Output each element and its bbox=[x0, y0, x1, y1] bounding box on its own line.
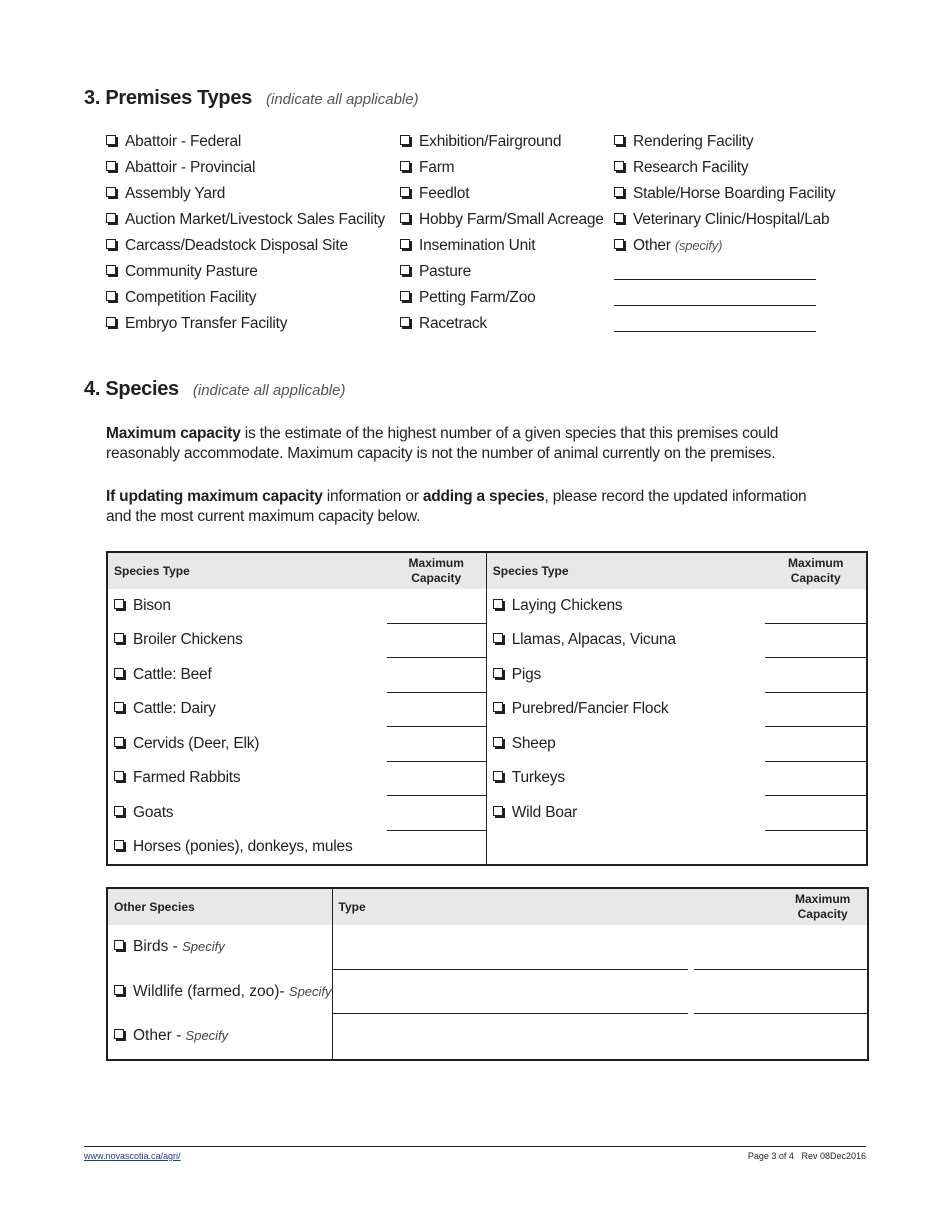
checkbox-icon[interactable] bbox=[400, 291, 410, 301]
capacity-field[interactable] bbox=[765, 761, 867, 796]
table-row bbox=[107, 830, 867, 865]
species-checkbox[interactable]: Llamas, Alpacas, Vicuna bbox=[486, 623, 765, 658]
checkbox-icon[interactable] bbox=[114, 702, 124, 712]
checkbox-icon[interactable] bbox=[106, 317, 116, 327]
capacity-field[interactable] bbox=[387, 623, 487, 658]
premises-column-3 bbox=[614, 133, 836, 263]
capacity-field[interactable] bbox=[765, 623, 867, 658]
species-checkbox[interactable]: Horses (ponies), donkeys, mules bbox=[107, 830, 387, 865]
premises-column-1 bbox=[106, 133, 385, 341]
checkbox-icon[interactable] bbox=[400, 265, 410, 275]
premises-checkbox[interactable]: Exhibition/Fairground bbox=[400, 133, 604, 159]
species-type-header: Species Type bbox=[107, 552, 387, 589]
checkbox-icon[interactable] bbox=[114, 806, 124, 816]
capacity-field[interactable] bbox=[778, 925, 868, 970]
premises-checkbox[interactable]: Pasture bbox=[400, 263, 604, 289]
table-row bbox=[107, 727, 867, 762]
species-checkbox[interactable]: Goats bbox=[107, 796, 387, 831]
max-capacity-header: Maximum Capacity bbox=[765, 552, 867, 589]
wildlife-checkbox[interactable]: Wildlife (farmed, zoo)- Specify bbox=[107, 970, 332, 1015]
checkbox-icon[interactable] bbox=[106, 239, 116, 249]
checkbox-icon[interactable] bbox=[493, 599, 503, 609]
premises-checkbox[interactable]: Stable/Horse Boarding Facility bbox=[614, 185, 836, 211]
species-checkbox[interactable]: Wild Boar bbox=[486, 796, 765, 831]
checkbox-icon[interactable] bbox=[106, 291, 116, 301]
section-4-note: (indicate all applicable) bbox=[192, 382, 346, 399]
premises-checkbox[interactable]: Carcass/Deadstock Disposal Site bbox=[106, 237, 385, 263]
other-species-table bbox=[106, 887, 869, 1061]
capacity-field[interactable] bbox=[387, 589, 487, 623]
checkbox-icon[interactable] bbox=[114, 940, 124, 950]
max-capacity-header: Maximum Capacity bbox=[778, 888, 868, 925]
species-checkbox[interactable]: Farmed Rabbits bbox=[107, 761, 387, 796]
checkbox-icon[interactable] bbox=[106, 187, 116, 197]
type-field[interactable] bbox=[332, 970, 778, 1015]
species-type-header: Species Type bbox=[486, 552, 765, 589]
species-checkbox[interactable]: Pigs bbox=[486, 658, 765, 693]
capacity-field[interactable] bbox=[765, 589, 867, 623]
premises-checkbox[interactable]: Hobby Farm/Small Acreage bbox=[400, 211, 604, 237]
table-row bbox=[107, 1014, 868, 1060]
type-header: Type bbox=[332, 888, 778, 925]
max-capacity-header: Maximum Capacity bbox=[387, 552, 487, 589]
checkbox-icon[interactable] bbox=[114, 985, 124, 995]
species-checkbox[interactable]: Bison bbox=[107, 589, 387, 623]
premises-checkbox[interactable]: Abattoir - Federal bbox=[106, 133, 385, 159]
capacity-field[interactable] bbox=[778, 1014, 868, 1060]
capacity-field[interactable] bbox=[387, 830, 487, 865]
type-field[interactable] bbox=[332, 925, 778, 970]
species-checkbox[interactable]: Cattle: Dairy bbox=[107, 692, 387, 727]
checkbox-icon[interactable] bbox=[493, 771, 503, 781]
checkbox-icon[interactable] bbox=[493, 806, 503, 816]
table-row bbox=[107, 761, 867, 796]
footer-rule bbox=[84, 1146, 866, 1147]
premises-checkbox[interactable]: Rendering Facility bbox=[614, 133, 836, 159]
species-checkbox[interactable]: Laying Chickens bbox=[486, 589, 765, 623]
other-specify-line-1[interactable] bbox=[614, 279, 816, 280]
checkbox-icon[interactable] bbox=[114, 633, 124, 643]
capacity-field[interactable] bbox=[765, 658, 867, 693]
premises-checkbox[interactable]: Competition Facility bbox=[106, 289, 385, 315]
table-row bbox=[107, 970, 868, 1015]
premises-checkbox[interactable]: Racetrack bbox=[400, 315, 604, 341]
species-checkbox[interactable]: Cattle: Beef bbox=[107, 658, 387, 693]
species-checkbox[interactable]: Turkeys bbox=[486, 761, 765, 796]
birds-checkbox[interactable]: Birds - Specify bbox=[107, 925, 332, 970]
page-info: Page 3 of 4 Rev 08Dec2016 bbox=[747, 1151, 866, 1161]
checkbox-icon[interactable] bbox=[114, 1029, 124, 1039]
table-row bbox=[107, 925, 868, 970]
premises-checkbox[interactable]: Veterinary Clinic/Hospital/Lab bbox=[614, 211, 836, 237]
capacity-field[interactable] bbox=[387, 658, 487, 693]
other-checkbox[interactable]: Other - Specify bbox=[107, 1014, 332, 1060]
checkbox-icon[interactable] bbox=[400, 135, 410, 145]
empty-cell bbox=[486, 830, 765, 865]
section-3-title: 3. Premises Types bbox=[84, 87, 252, 109]
species-checkbox[interactable]: Cervids (Deer, Elk) bbox=[107, 727, 387, 762]
premises-checkbox[interactable]: Embryo Transfer Facility bbox=[106, 315, 385, 341]
checkbox-icon[interactable] bbox=[614, 135, 624, 145]
checkbox-icon[interactable] bbox=[400, 239, 410, 249]
checkbox-icon[interactable] bbox=[614, 161, 624, 171]
premises-checkbox[interactable]: Community Pasture bbox=[106, 263, 385, 289]
premises-column-2 bbox=[400, 133, 604, 341]
capacity-field[interactable] bbox=[778, 970, 868, 1015]
other-specify-line-3[interactable] bbox=[614, 331, 816, 332]
table-row bbox=[107, 589, 867, 623]
type-field[interactable] bbox=[332, 1014, 778, 1060]
update-instructions: If updating maximum capacity information or adding a species, please record the updated information and the most current maximum capacity below. bbox=[106, 488, 807, 525]
section-4-title: 4. Species bbox=[84, 378, 179, 400]
premises-checkbox[interactable]: Feedlot bbox=[400, 185, 604, 211]
checkbox-icon[interactable] bbox=[493, 702, 503, 712]
checkbox-icon[interactable] bbox=[114, 737, 124, 747]
capacity-field[interactable] bbox=[387, 692, 487, 727]
checkbox-icon[interactable] bbox=[106, 213, 116, 223]
other-specify-line-2[interactable] bbox=[614, 305, 816, 306]
species-checkbox[interactable]: Purebred/Fancier Flock bbox=[486, 692, 765, 727]
species-checkbox[interactable]: Sheep bbox=[486, 727, 765, 762]
checkbox-icon[interactable] bbox=[114, 771, 124, 781]
table-row bbox=[107, 658, 867, 693]
checkbox-icon[interactable] bbox=[114, 668, 124, 678]
checkbox-icon[interactable] bbox=[614, 239, 624, 249]
footer-link[interactable]: www.novascotia.ca/agri/ bbox=[84, 1151, 181, 1161]
premises-checkbox[interactable]: Abattoir - Provincial bbox=[106, 159, 385, 185]
premises-checkbox[interactable]: Research Facility bbox=[614, 159, 836, 185]
premises-checkbox[interactable]: Insemination Unit bbox=[400, 237, 604, 263]
section-3-heading bbox=[84, 87, 419, 110]
checkbox-icon[interactable] bbox=[493, 633, 503, 643]
checkbox-icon[interactable] bbox=[614, 213, 624, 223]
checkbox-icon[interactable] bbox=[493, 737, 503, 747]
table-row bbox=[107, 692, 867, 727]
checkbox-icon[interactable] bbox=[400, 187, 410, 197]
premises-checkbox[interactable]: Assembly Yard bbox=[106, 185, 385, 211]
checkbox-icon[interactable] bbox=[493, 668, 503, 678]
capacity-field[interactable] bbox=[387, 761, 487, 796]
checkbox-icon[interactable] bbox=[106, 161, 116, 171]
checkbox-icon[interactable] bbox=[614, 187, 624, 197]
premises-checkbox-other[interactable]: Other (specify) bbox=[614, 237, 836, 263]
capacity-field[interactable] bbox=[765, 727, 867, 762]
checkbox-icon[interactable] bbox=[400, 317, 410, 327]
other-species-header: Other Species bbox=[107, 888, 332, 925]
species-table bbox=[106, 551, 868, 866]
premises-checkbox[interactable]: Petting Farm/Zoo bbox=[400, 289, 604, 315]
empty-cell bbox=[765, 830, 867, 865]
section-4-heading bbox=[84, 378, 345, 401]
checkbox-icon[interactable] bbox=[106, 135, 116, 145]
checkbox-icon[interactable] bbox=[114, 599, 124, 609]
checkbox-icon[interactable] bbox=[400, 161, 410, 171]
table-row bbox=[107, 796, 867, 831]
capacity-field[interactable] bbox=[765, 692, 867, 727]
checkbox-icon[interactable] bbox=[400, 213, 410, 223]
premises-checkbox[interactable]: Auction Market/Livestock Sales Facility bbox=[106, 211, 385, 237]
capacity-definition: Maximum capacity is the estimate of the highest number of a given species that this premises could reasonably accommodate. Maximum capacity is not the number of animal currently on the premises. bbox=[106, 425, 779, 462]
premises-checkbox[interactable]: Farm bbox=[400, 159, 604, 185]
checkbox-icon[interactable] bbox=[114, 840, 124, 850]
capacity-field[interactable] bbox=[387, 727, 487, 762]
checkbox-icon[interactable] bbox=[106, 265, 116, 275]
capacity-field[interactable] bbox=[765, 796, 867, 831]
species-checkbox[interactable]: Broiler Chickens bbox=[107, 623, 387, 658]
section-3-note: (indicate all applicable) bbox=[266, 91, 419, 108]
table-row bbox=[107, 623, 867, 658]
capacity-field[interactable] bbox=[387, 796, 487, 831]
